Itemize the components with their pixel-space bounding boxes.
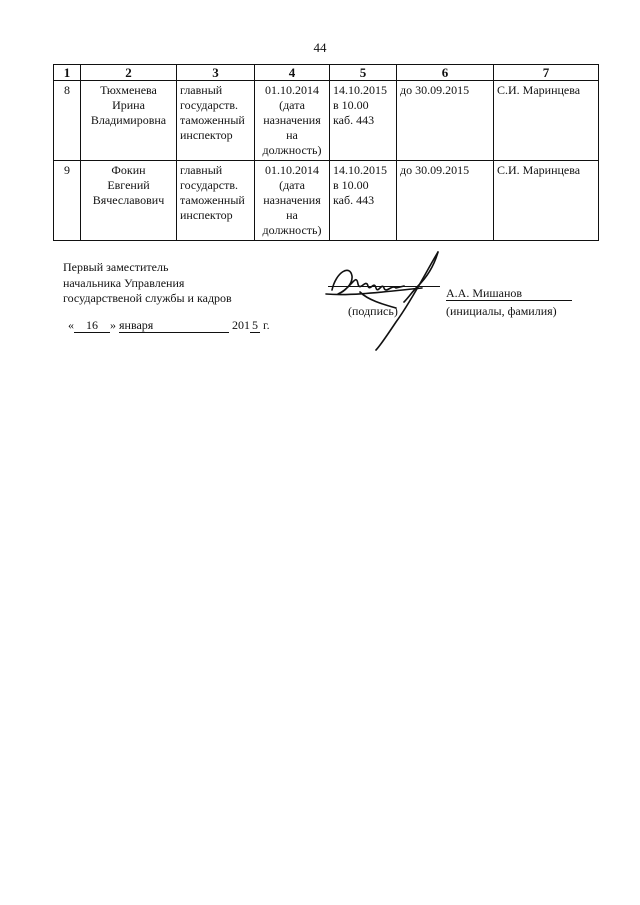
- header-col-6: 6: [397, 65, 494, 81]
- employee-position: главный государств. таможенный инспектор: [177, 161, 255, 241]
- exam-time: 14.10.2015 в 10.00 каб. 443: [330, 81, 397, 161]
- appointment-date: 01.10.2014 (дата назначения на должность): [255, 81, 330, 161]
- name-caption: (инициалы, фамилия): [446, 304, 557, 318]
- date-month: января: [119, 319, 229, 333]
- signature-underline: [328, 286, 440, 287]
- table-row: [54, 81, 599, 161]
- date-close-quote: »: [110, 318, 116, 332]
- header-col-7: 7: [494, 65, 599, 81]
- signature-caption: (подпись): [348, 304, 398, 318]
- date-year-prefix: 201: [232, 318, 250, 332]
- row-number: 8: [54, 81, 81, 161]
- employee-name: Тюхменева Ирина Владимировна: [81, 81, 177, 161]
- signature-date: [68, 318, 270, 333]
- employee-name: Фокин Евгений Вячеславович: [81, 161, 177, 241]
- deadline: до 30.09.2015: [397, 81, 494, 161]
- employee-position: главный государств. таможенный инспектор: [177, 81, 255, 161]
- row-number: 9: [54, 161, 81, 241]
- date-year-suffix: 5: [252, 318, 258, 332]
- table-row: [54, 161, 599, 241]
- signatory-title: Первый заместитель начальника Управления государственой службы и кадров: [63, 260, 232, 305]
- page-number: 44: [313, 40, 327, 55]
- handwritten-signature: [322, 242, 452, 352]
- date-year-mark: г.: [263, 318, 270, 332]
- header-col-4: 4: [255, 65, 330, 81]
- date-open-quote: «: [68, 318, 74, 332]
- deadline: до 30.09.2015: [397, 161, 494, 241]
- header-col-3: 3: [177, 65, 255, 81]
- header-col-2: 2: [81, 65, 177, 81]
- assignment-table: [53, 64, 599, 241]
- appointment-date: 01.10.2014 (дата назначения на должность): [255, 161, 330, 241]
- exam-time: 14.10.2015 в 10.00 каб. 443: [330, 161, 397, 241]
- header-col-1: 1: [54, 65, 81, 81]
- responsible-person: С.И. Маринцева: [494, 81, 599, 161]
- signatory-name: А.А. Мишанов: [446, 286, 572, 301]
- header-col-5: 5: [330, 65, 397, 81]
- responsible-person: С.И. Маринцева: [494, 161, 599, 241]
- date-day: 16: [74, 319, 110, 333]
- table-header-row: [54, 65, 599, 81]
